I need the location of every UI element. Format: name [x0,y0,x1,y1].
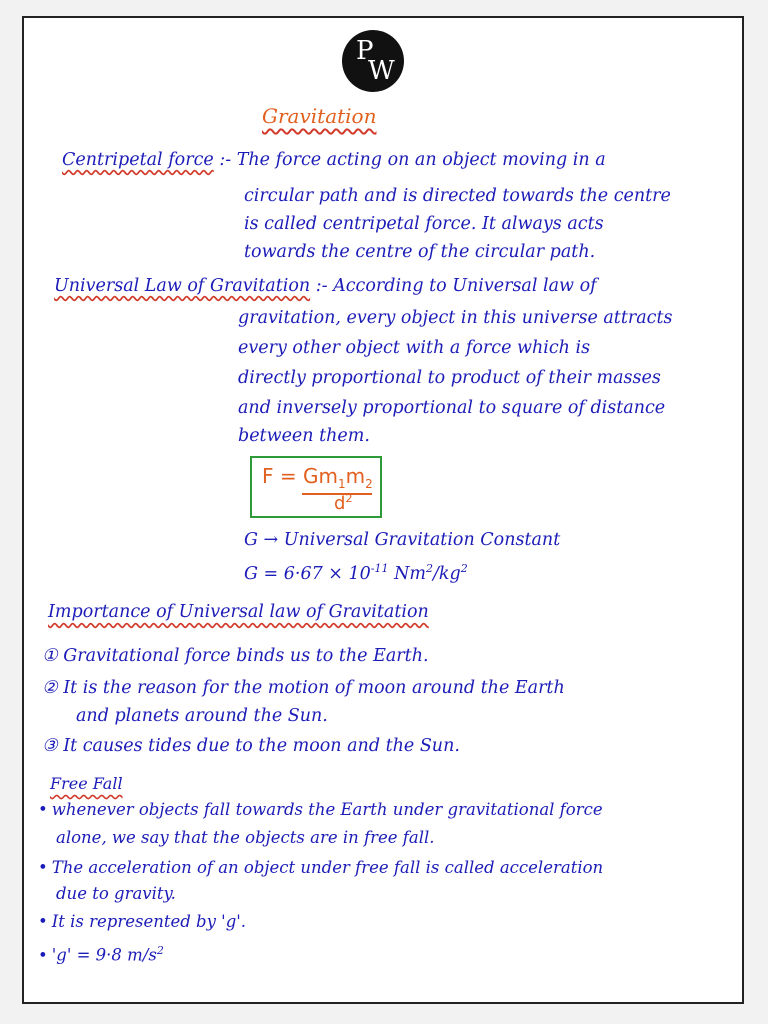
notes-page [22,16,744,1004]
universal-law-first-line [54,276,597,296]
bullet-icon: • [38,912,48,931]
pw-logo [342,30,404,92]
constant-definition: G → Universal Gravitation Constant [244,530,561,550]
formula-denominator: $d^2$ [334,492,353,514]
centripetal-line-1: The force acting on an object moving in a [236,150,606,170]
page-title: Gravitation [262,104,377,128]
universal-law-term: Universal Law of Gravitation [54,276,311,296]
bullet-icon: • [38,858,48,877]
universal-law-line-2: gravitation, every object in this universe attracts [238,308,673,328]
importance-item-1: ① Gravitational force binds us to the Earth. [42,646,429,666]
free-fall-line-1: • whenever objects fall towards the Earth under gravitational force [38,800,603,819]
gravitation-formula-box [250,456,382,518]
importance-item-2-cont: and planets around the Sun. [76,706,328,726]
universal-law-separator: :- [315,276,328,296]
centripetal-line-2: circular path and is directed towards the centre [244,186,671,206]
centripetal-separator: :- [219,150,232,170]
free-fall-line-3: • The acceleration of an object under free fall is called acceleration [38,858,604,877]
importance-item-3: ③ It causes tides due to the moon and the Sun. [42,736,460,756]
universal-law-line-4: directly proportional to product of their masses [238,368,661,388]
free-fall-heading: Free Fall [50,774,123,793]
centripetal-term: Centripetal force [62,150,214,170]
formula-numerator: $F = Gm_1m_2$ [262,464,373,491]
centripetal-first-line [62,150,606,170]
universal-law-line-6: between them. [238,426,370,446]
logo-letter-p: P [356,36,374,66]
centripetal-line-4: towards the centre of the circular path. [244,242,596,262]
constant-value: $G = 6\cdot 67 \times 10^{-11}$ $Nm^2/kg^2$ [244,562,468,584]
free-fall-line-2: alone, we say that the objects are in free fall. [56,828,435,847]
centripetal-line-3: is called centripetal force. It always acts [244,214,604,234]
free-fall-line-4: due to gravity. [56,884,176,903]
universal-law-line-3: every other object with a force which is [238,338,591,358]
bullet-icon: • [38,800,48,819]
importance-item-2: ② It is the reason for the motion of moon around the Earth [42,678,565,698]
importance-heading: Importance of Universal law of Gravitation [48,602,429,622]
free-fall-line-6: • 'g' = 9·8 $m/s^2$ [38,944,164,965]
logo-letter-w: W [368,56,395,86]
universal-law-line-1: According to Universal law of [333,276,597,296]
bullet-icon: • [38,945,48,965]
universal-law-line-5: and inversely proportional to square of distance [238,398,666,418]
free-fall-line-5: • It is represented by 'g'. [38,912,247,931]
